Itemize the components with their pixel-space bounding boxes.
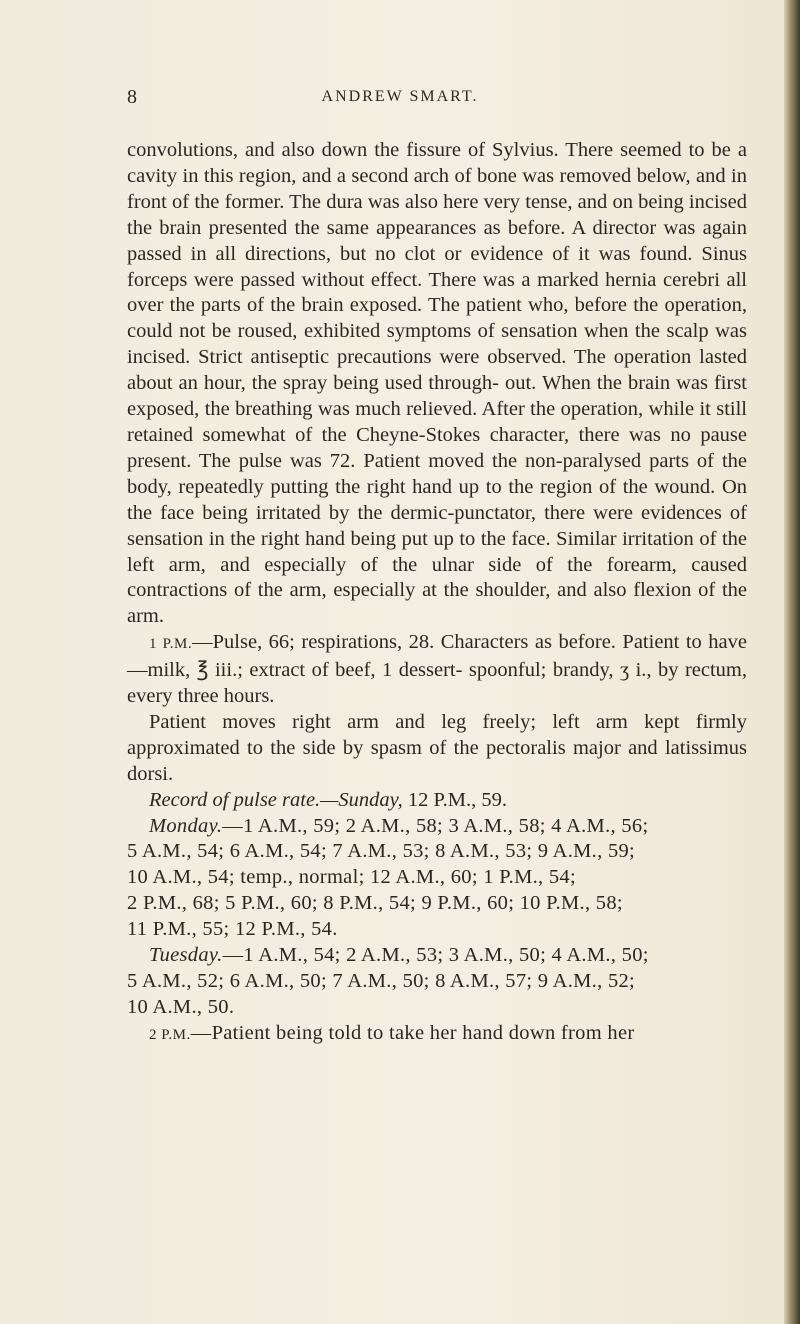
tuesday-values-1: —1 A.M., 54; 2 A.M., 53; 3 A.M., 50; 4 A.M., 50; bbox=[222, 944, 649, 967]
time-1pm: 1 P.M. bbox=[149, 636, 193, 653]
record-heading bbox=[127, 788, 747, 814]
body-text bbox=[127, 138, 747, 1049]
tuesday-line-3: 10 A.M., 50. bbox=[127, 995, 235, 1018]
paragraph-1pm bbox=[127, 630, 747, 710]
monday-label: Monday. bbox=[149, 814, 223, 837]
tuesday-label: Tuesday. bbox=[149, 944, 223, 967]
paragraph-2pm-text: —Patient being told to take her hand down from her bbox=[190, 1021, 635, 1044]
tuesday-line-2: 5 A.M., 52; 6 A.M., 50; 7 A.M., 50; 8 A.M., 57; 9 A.M., 52; bbox=[127, 970, 636, 992]
monday-line-4: 2 P.M., 68; 5 P.M., 60; 8 P.M., 54; 9 P.M., 60; 10 P.M., 58; bbox=[127, 892, 623, 915]
tuesday-line-1 bbox=[127, 943, 747, 969]
record-sunday: 12 P.M., 59. bbox=[402, 788, 507, 811]
paragraph-movement: Patient moves right arm and leg freely; left arm kept firmly approximated to the side by spasm of the pectoralis major and latissimus dorsi. bbox=[127, 710, 747, 785]
page-edge-binding bbox=[784, 0, 800, 1324]
monday-line-1 bbox=[127, 814, 747, 840]
running-head: ANDREW SMART. bbox=[321, 88, 479, 105]
monday-line-5: 11 P.M., 55; 12 P.M., 54. bbox=[127, 918, 338, 941]
monday-values-1: —1 A.M., 59; 2 A.M., 58; 3 A.M., 58; 4 A.M., 56; bbox=[222, 814, 649, 837]
page-number: 8 bbox=[127, 86, 137, 108]
record-label: Record of pulse rate.—Sunday, bbox=[149, 788, 403, 811]
paragraph-1pm-text: —Pulse, 66; respirations, 28. Characters as before. Patient to have—milk, ℥ iii.; extract of beef, 1 dessert- spoonful; brandy, ʒ i., by rectum, every three hours. bbox=[127, 631, 747, 708]
monday-line-2: 5 A.M., 54; 6 A.M., 54; 7 A.M., 53; 8 A.M., 53; 9 A.M., 59; bbox=[127, 840, 636, 863]
monday-line-3: 10 A.M., 54; temp., normal; 12 A.M., 60; 1 P.M., 54; bbox=[127, 866, 576, 889]
time-2pm: 2 P.M. bbox=[149, 1026, 191, 1043]
paragraph-2pm bbox=[127, 1021, 747, 1049]
page-header bbox=[0, 86, 800, 110]
paragraph-operation: convolutions, and also down the fissure of Sylvius. There seemed to be a cavity in this region, and a second arch of bone was removed below, and in front of the former. The dura was also here very tense, and on being incised the brain presented the same appearances as before. A director was again passed in all directions, but no clot or evidence of it was found. Sinus forceps were passed without effect. There was a marked hernia cerebri all over the parts of the brain exposed. The patient who, before the operation, could not be roused, exhibited symptoms of sensation when the scalp was incised. Strict antiseptic precautions were observed. The operation lasted about an hour, the spray being used through- out. When the brain was first exposed, the breathing was much relieved. After the operation, while it still retained somewhat of the Cheyne-Stokes character, there was no pause present. The pulse was 72. Patient moved the non-paralysed parts of the body, repeatedly putting the right hand up to the region of the wound. On the face being irritated by the dermic-punctator, there were evidences of sensation in the right hand being put up to the face. Similar irritation of the left arm, and especially of the ulnar side of the forearm, caused contractions of the arm, especially at the shoulder, and also flexion of the arm. bbox=[127, 139, 747, 628]
